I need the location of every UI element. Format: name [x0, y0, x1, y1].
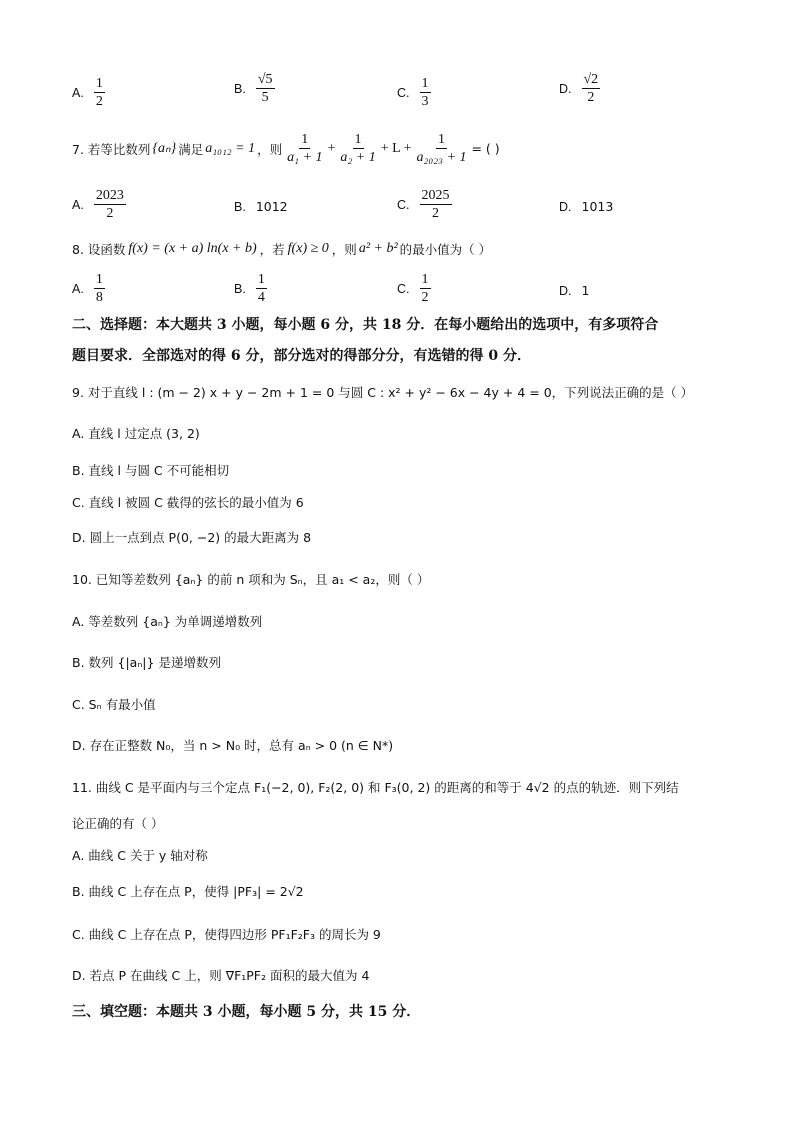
option-label: A. [72, 85, 84, 100]
q11-option-c: C. 曲线 C 上存在点 P，使得四边形 PF₁F₂F₃ 的周长为 9 [72, 927, 381, 942]
fraction: $\frac{2025}{2}$ [421, 188, 450, 222]
q8-option-b [234, 272, 267, 306]
fraction: $\frac{1}{4}$ [257, 272, 265, 306]
q9-option-b: B. 直线 l 与圆 C 不可能相切 [72, 463, 230, 478]
option-label: A. [72, 197, 84, 212]
fraction: $\frac{√5}{5}$ [257, 72, 273, 106]
q7-option-a [72, 188, 126, 222]
fraction: $\frac{1}{2}$ [95, 76, 103, 110]
q11-option-d: D. 若点 P 在曲线 C 上，则 ∇F₁PF₂ 面积的最大值为 4 [72, 968, 370, 983]
q6-option-d [559, 72, 600, 106]
q9-stem: 9. 对于直线 l : (m − 2) x + y − 2m + 1 = 0 与圆 C : x² + y² − 6x − 4y + 4 = 0，下列说法正确的是（ ） [72, 385, 694, 400]
option-label: C. [397, 197, 410, 212]
fraction: $\frac{1}{\text{a₂₀₂₃ + 1}}$ [416, 132, 467, 166]
option-label: B. [234, 199, 246, 214]
option-label: A. [72, 281, 84, 296]
q6-option-c [397, 76, 431, 110]
q7-option-c [397, 188, 452, 222]
option-label: B. [234, 81, 246, 96]
q10-stem: 10. 已知等差数列 {aₙ} 的前 n 项和为 Sₙ，且 a₁ < a₂，则（ ） [72, 572, 430, 587]
option-label: C. [397, 281, 410, 296]
q8-option-a [72, 272, 105, 306]
q6-option-b [234, 72, 275, 106]
fraction: $\frac{2023}{2}$ [95, 188, 124, 222]
fraction: $\frac{1}{2}$ [421, 272, 429, 306]
q11-option-b: B. 曲线 C 上存在点 P，使得 |PF₃| = 2√2 [72, 884, 304, 899]
fraction: $\frac{1}{3}$ [421, 76, 429, 110]
q8-option-d: D. 1 [559, 283, 590, 298]
q11-option-a: A. 曲线 C 关于 y 轴对称 [72, 848, 208, 863]
option-label: B. [234, 281, 246, 296]
q7-stem: 7. 若等比数列 {aₙ} 满足 a₁₀₁₂ = 1 ，则 $\frac{1}{\text{a₁ + 1}}$ + $\frac{1}{\text{a₂ + 1}}$ + L + $\frac{1}{\text{a₂₀₂₃ + 1}}$ = ( ) [72, 132, 500, 166]
q8-option-c [397, 272, 431, 306]
option-label: C. [397, 85, 410, 100]
q11-stem-line2: 论正确的有（ ） [72, 816, 164, 831]
q7-option-b: B. 1012 [234, 199, 288, 214]
fraction: $\frac{1}{\text{a₂ + 1}}$ [340, 132, 376, 166]
option-label: D. [559, 81, 572, 96]
q11-stem-line1: 11. 曲线 C 是平面内与三个定点 F₁(−2, 0), F₂(2, 0) 和 F₃(0, 2) 的距离的和等于 4√2 的点的轨迹．则下列结 [72, 780, 679, 795]
fraction: $\frac{√2}{2}$ [583, 72, 599, 106]
q7-option-d: D. 1013 [559, 199, 614, 214]
section-3-heading: 三、填空题：本题共 3 小题，每小题 5 分，共 15 分． [72, 1004, 421, 1020]
fraction: $\frac{1}{\text{a₁ + 1}}$ [287, 132, 323, 166]
q8-stem: 8. 设函数 f(x) = (x + a) ln(x + b) ，若 f(x) ≥ 0 ，则 a² + b² 的最小值为（ ） [72, 241, 492, 257]
q9-option-a: A. 直线 l 过定点 (3, 2) [72, 426, 200, 441]
option-label: D. [559, 199, 572, 214]
q9-option-c: C. 直线 l 被圆 C 截得的弦长的最小值为 6 [72, 495, 304, 510]
q10-option-a: A. 等差数列 {aₙ} 为单调递增数列 [72, 614, 263, 629]
option-label: D. [559, 283, 572, 298]
q10-option-d: D. 存在正整数 N₀，当 n > N₀ 时，总有 aₙ > 0 (n ∈ N*) [72, 738, 394, 753]
section-2-heading-line1: 二、选择题：本大题共 3 小题，每小题 6 分，共 18 分．在每小题给出的选项中，有多项符合 [72, 317, 659, 333]
section-2-heading-line2: 题目要求．全部选对的得 6 分，部分选对的得部分分，有选错的得 0 分． [72, 348, 531, 364]
q6-option-a [72, 76, 105, 110]
q10-option-b: B. 数列 {|aₙ|} 是递增数列 [72, 655, 221, 670]
q9-option-d: D. 圆上一点到点 P(0, −2) 的最大距离为 8 [72, 530, 312, 545]
q10-option-c: C. Sₙ 有最小值 [72, 697, 156, 712]
fraction: $\frac{1}{8}$ [95, 272, 103, 306]
